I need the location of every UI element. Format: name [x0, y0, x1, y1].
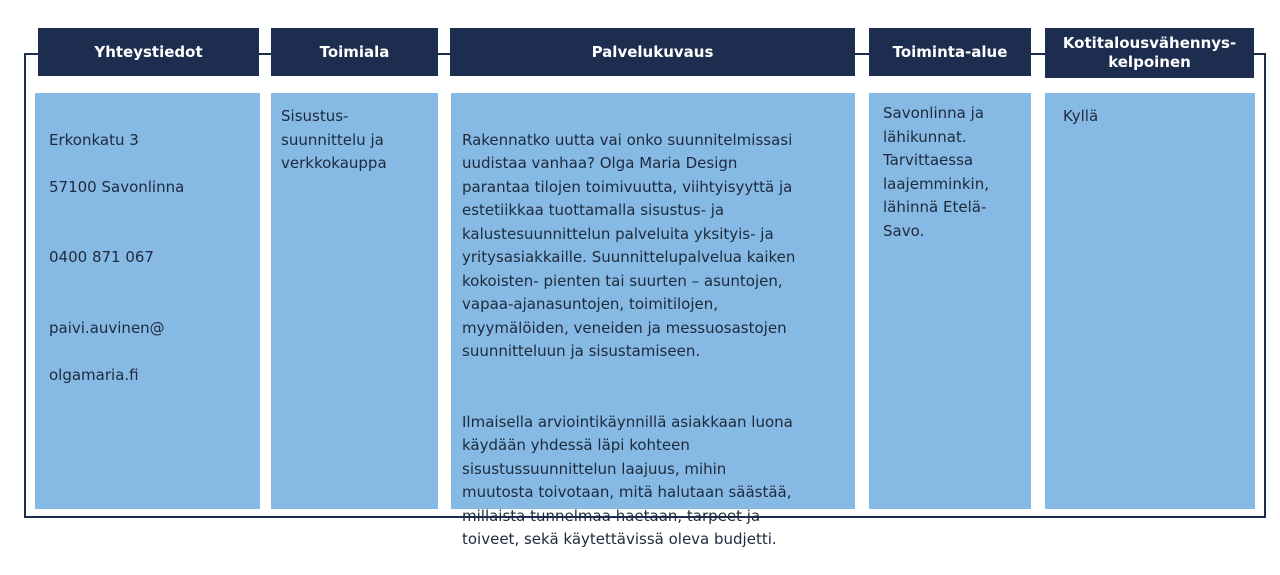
header-yhteystiedot: Yhteystiedot [38, 28, 259, 76]
cell-industry: Sisustus- suunnittelu ja verkkokauppa [271, 93, 438, 509]
frame-top-segment [855, 53, 869, 55]
header-toimiala: Toimiala [271, 28, 438, 76]
contact-address-line2: 57100 Savonlinna [49, 177, 185, 196]
frame-top-segment [1254, 53, 1266, 55]
header-toiminta-alue: Toiminta-alue [869, 28, 1031, 76]
header-kotitalousvahennys: Kotitalousvähennys-kelpoinen [1045, 28, 1254, 78]
frame-top-segment [259, 53, 271, 55]
contact-email-line1: paivi.auvinen@ [49, 318, 165, 337]
description-paragraph-2: Ilmaisella arviointikäynnillä asiakkaan luona käydään yhdessä läpi kohteen sisustussuunnittelun laajuus, mihin muutosta toivotaan, mitä halutaan säästää, millaista tunnelmaa haetaan, tarpeet ja toiveet, sekä käytettävissä oleva budjetti. [462, 412, 793, 548]
frame-top-segment [24, 53, 38, 55]
cell-contact [35, 93, 260, 509]
frame-top-segment [438, 53, 450, 55]
description-paragraph-1: Rakennatko uutta vai onko suunnitelmissasi uudistaa vanhaa? Olga Maria Design parantaa tilojen toimivuutta, viihtyisyyttä ja estetiikkaa tuottamalla sisustus- ja kalustesuunnittelun palveluita yksityis- ja yritysasiakkaille. Suunnittelupalvelua kaiken kokoisten- pienten tai suurten – asuntojen, vapaa-ajanasuntojen, toimitilojen, myymälöiden, veneiden ja messuosastojen suunnitteluun ja sisustamiseen. [462, 130, 796, 360]
cell-household-deduction: Kyllä [1045, 93, 1255, 509]
frame-top-segment [1031, 53, 1045, 55]
cell-description [451, 93, 855, 548]
contact-address-line1: Erkonkatu 3 [49, 130, 139, 149]
cell-area: Savonlinna ja lähikunnat. Tarvittaessa laajemminkin, lähinnä Etelä- Savo. [869, 93, 1031, 509]
contact-email-line2: olgamaria.fi [49, 365, 139, 384]
contact-phone: 0400 871 067 [49, 248, 154, 266]
header-palvelukuvaus: Palvelukuvaus [450, 28, 855, 76]
